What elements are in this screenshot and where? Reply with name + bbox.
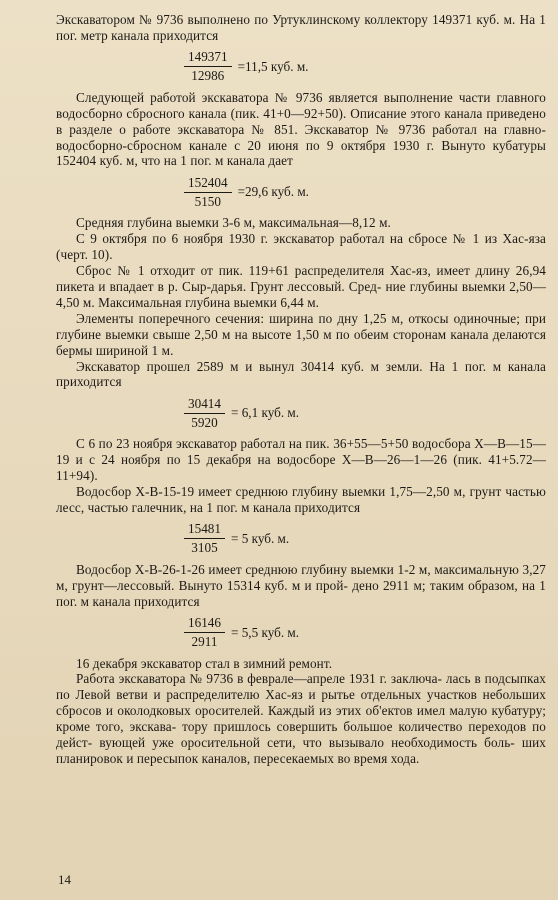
- formula-result: = 5 куб. м.: [230, 530, 290, 546]
- paragraph: [56, 215, 546, 231]
- fraction-numerator: 152404: [184, 175, 232, 193]
- text-line: Описание этого канала приведено в разделе о работе экскаватора: [56, 105, 546, 137]
- text-line: Экскаватором № 9736 выполнено по Уртуклинскому коллектору: [56, 12, 428, 27]
- text-line: Х—В—26—1—26 (пик. 41+5.72—11+94).: [56, 452, 546, 484]
- fraction-numerator: 30414: [184, 396, 225, 414]
- fraction-denominator: 5150: [194, 193, 221, 209]
- paragraph: [56, 90, 546, 170]
- text-line: № 851. Экскаватор № 9736 работал на главно-водосборно-сбросном: [56, 121, 546, 153]
- paragraph: [56, 671, 546, 766]
- fraction: [184, 615, 225, 650]
- text-line: лась в подсыпках по Левой ветви и распределителю Хас-яз и рытье: [56, 671, 546, 703]
- fraction-denominator: 3105: [191, 540, 218, 556]
- formula-result: =11,5 куб. м.: [237, 58, 309, 74]
- text-line: 149371 куб. м. На 1 пог. метр канала приходится: [56, 12, 546, 43]
- formula-result: =29,6 куб. м.: [237, 184, 309, 200]
- text-line: грунт частью лесс, частью галечник, на 1 пог. м канала приходится: [56, 484, 546, 515]
- fraction-denominator: 5920: [191, 414, 218, 430]
- page-body: [56, 12, 546, 767]
- text-line: ших планировок и пересыпок каналов, пересекаемых во время хода.: [56, 735, 546, 766]
- text-line: Водосбор Х-В-26-1-26 имеет среднюю глубину выемки 1-2 м,: [76, 561, 431, 577]
- text-line: ние глубины выемки 2,50—4,50 м. Максимальная глубина выемки: [56, 278, 546, 310]
- formula: [56, 390, 546, 436]
- text-line: 1 пог. м канала приходится: [56, 358, 546, 390]
- text-line: одиночные; при глубине выемки свыше 2,50 м на высоте 1,50 м по: [56, 310, 546, 342]
- fraction: [184, 175, 232, 210]
- fraction-numerator: 149371: [184, 49, 232, 67]
- paragraph: [56, 311, 546, 359]
- text-line: Водосбор Х-В-15-19 имеет среднюю глубину выемки 1,75—2,50 м,: [76, 484, 466, 500]
- text-line: Сброс № 1 отходит от пик. 119+61 распределителя Хас-яз, имеет: [76, 263, 470, 279]
- text-line: № 1 из Хас-яза (черт. 10).: [56, 231, 546, 263]
- fraction-denominator: 12986: [191, 68, 225, 84]
- fraction: [184, 49, 232, 84]
- paragraph: [56, 436, 546, 484]
- fraction-numerator: 15481: [184, 521, 225, 539]
- formula-result: = 6,1 куб. м.: [230, 405, 300, 421]
- text-line: вующей уже оросительной сети, что вызывало необходимость боль-: [99, 735, 515, 751]
- text-line: максимальную 3,27 м, грунт—лессовый. Вынуто 15314 куб. м и прой-: [56, 561, 546, 593]
- paragraph: [56, 484, 546, 516]
- formula-result: = 5,5 куб. м.: [230, 624, 300, 640]
- text-line: куб. м, что на 1 пог. м канала дает: [99, 153, 293, 169]
- text-line: части главного водосборно сбросного канала (пик. 41+0—92+50).: [56, 89, 546, 121]
- text-line: Работа экскаватора № 9736 в феврале—апреле 1931 г. заключа-: [76, 671, 443, 687]
- text-line: Следующей работой экскаватора № 9736 является выполнение: [76, 89, 453, 105]
- text-line: дено 2911 м; таким образом, на 1 пог. м канала приходится: [56, 577, 546, 609]
- text-line: обеим сторонам канала делаются бермы шириной 1 м.: [56, 326, 547, 358]
- text-line: Элементы поперечного сечения: ширина по дну 1,25 м, откосы: [76, 310, 449, 326]
- text-line: Экскаватор прошел 2589 м и вынул 30414 куб. м земли. На: [76, 358, 445, 374]
- paragraph: [56, 12, 546, 44]
- text-line: С 6 по 23 ноября экскаватор работал на пик. 36+55—5+50: [76, 436, 409, 452]
- formula: [56, 610, 546, 656]
- fraction: [184, 396, 225, 431]
- paragraph: [56, 263, 546, 311]
- fraction: [184, 521, 225, 556]
- fraction-numerator: 16146: [184, 615, 225, 633]
- paragraph: [56, 359, 546, 391]
- text-line: тору пришлось совершить большое количество переходов по дейст-: [56, 719, 547, 751]
- text-line: Средняя глубина выемки 3-6 м, максимальная—8,12 м.: [76, 215, 391, 231]
- text-line: длину 26,94 пикета и впадает в р. Сыр-дарья. Грунт лессовый. Сред-: [56, 263, 546, 294]
- text-line: С 9 октября по 6 ноября 1930 г. экскаватор работал на сбросе: [76, 231, 448, 247]
- page-number: 14: [58, 872, 71, 887]
- text-line: 16 декабря экскаватор стал в зимний ремонт.: [76, 655, 333, 671]
- text-line: водосбора Х—В—15—19 и с 24 ноября по 15 декабря на водосборе: [56, 436, 546, 468]
- text-line: отдельных участков небольших сбросов и околодковых оросителей.: [56, 687, 546, 719]
- paragraph: [56, 656, 546, 672]
- fraction-denominator: 2911: [191, 634, 218, 650]
- formula: [56, 516, 546, 562]
- text-line: канале с 20 июня по 9 октября 1930 г. Вынуто кубатуры 152404: [56, 137, 546, 169]
- paragraph: [56, 562, 546, 610]
- formula: [56, 169, 546, 215]
- text-line: Каждый из этих об'ектов имел малую кубатуру; кроме того, экскава-: [56, 703, 546, 735]
- formula: [56, 44, 546, 90]
- text-line: 6,44 м.: [280, 294, 320, 310]
- paragraph: [56, 231, 546, 263]
